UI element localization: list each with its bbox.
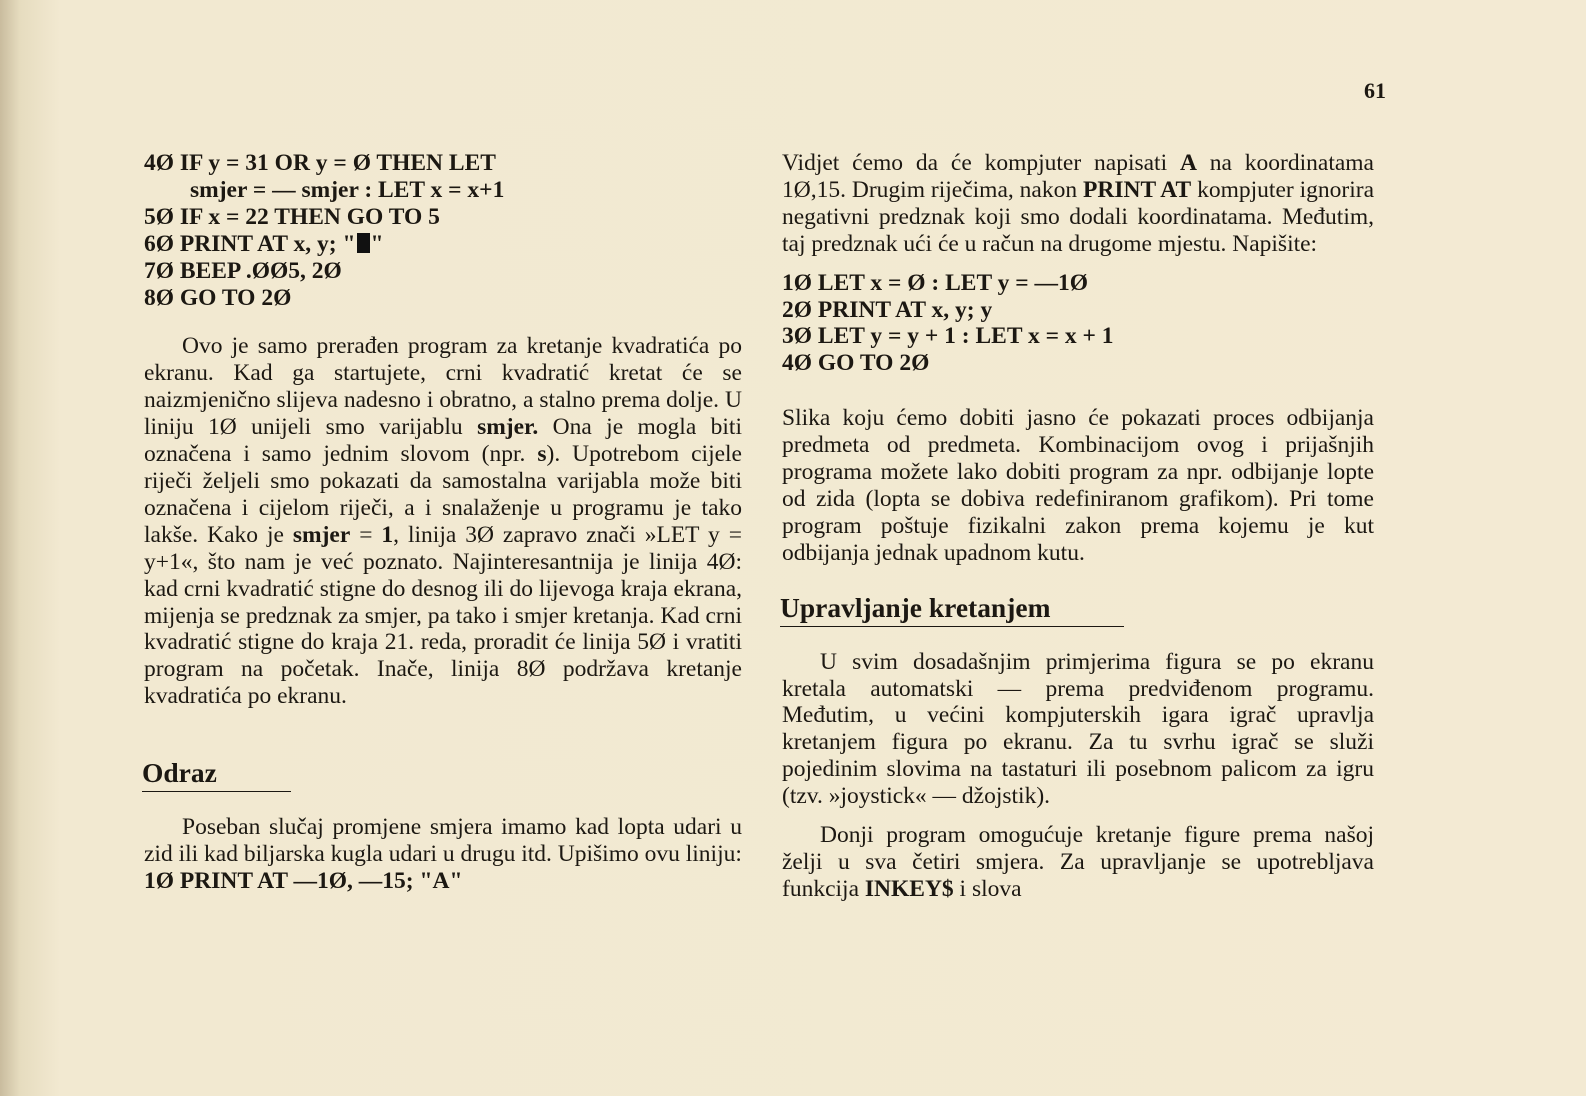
code-line: 7Ø BEEP .ØØ5, 2Ø [144, 257, 342, 284]
code-listing-3 [782, 270, 1374, 378]
code-line: 3Ø LET y = y + 1 : LET x = x + 1 [782, 323, 1114, 350]
page-number: 61 [1364, 78, 1386, 103]
section-heading: Upravljanje kretanjem [780, 595, 1124, 627]
paragraph: Vidjet ćemo da će kompjuter napisati A na koordinatama 1Ø,15. Drugim riječima, nakon PRINT AT kompjuter ignorira negativni predznak koji smo dodali koordinatama. Međutim, taj predznak ući će u račun na drugome mjestu. Napišite: [782, 150, 1374, 257]
left-column [144, 150, 742, 895]
black-square-glyph [357, 233, 370, 253]
code-line: 8Ø GO TO 2Ø [144, 284, 292, 311]
paragraph: Poseban slučaj promjene smjera imamo kad lopta udari u zid ili kad biljarska kugla udari u drugu itd. Upišimo ovu liniju: [144, 814, 742, 867]
code-line: 4Ø IF y = 31 OR y = Ø THEN LET [144, 150, 496, 176]
code-line: 6Ø PRINT AT x, y; " " [144, 230, 384, 257]
code-line: smjer = — smjer : LET x = x+1 [190, 176, 505, 203]
right-column [782, 150, 1374, 903]
paragraph: U svim dosadašnjim primjerima figura se po ekranu kretala automatski — prema predviđenom programu. Međutim, u većini kompjuterskih igara igrač upravlja kretanjem figura po ekranu. Za tu svrhu igrač se služi pojedinim slovima na tastaturi ili posebnom palicom za igru (tzv. »joystick« — džojstik). [782, 648, 1374, 810]
section-heading: Odraz [142, 760, 291, 792]
paragraph: Ovo je samo prerađen program za kretanje kvadratića po ekranu. Kad ga startujete, crni kvadratić kretat će se naizmjenično slijeva nadesno i obratno, a stalno prema dolje. U liniju 1Ø unijeli smo varijablu smjer. Ona je mogla biti označena i samo jednim slovom (npr. s). Upotrebom cijele riječi željeli smo pokazati da samostalna varijabla može biti označena i cijelom riječi, a i snalaženje u programu je tako lakše. Kako je smjer = 1, linija 3Ø zapravo znači »LET y = y+1«, što nam je već poznato. Najinteresantnija je linija 4Ø: kad crni kvadratić stigne do desnog ili do lijevoga kraja ekrana, mijenja se predznak za smjer, pa tako i smjer kretanja. Kad crni kvadratić stigne do kraja 21. reda, proradit će linija 5Ø i vratiti program na početak. Inače, linija 8Ø podržava kretanje kvadratića po ekranu. [144, 333, 742, 710]
code-line: 2Ø PRINT AT x, y; y [782, 296, 993, 323]
code-listing-1 [144, 150, 742, 311]
paragraph: Donji program omogućuje kretanje figure prema našoj želji u sva četiri smjera. Za upravljanje se upotrebljava funkcija INKEY$ i slova [782, 822, 1374, 902]
code-line: 1Ø PRINT AT —1Ø, —15; "A" [144, 867, 463, 894]
code-line: 5Ø IF x = 22 THEN GO TO 5 [144, 203, 440, 230]
paragraph: Slika koju ćemo dobiti jasno će pokazati proces odbijanja predmeta od predmeta. Kombinacijom ovog i prijašnjih programa možete lako dobiti program za npr. odbijanje lopte od zida (lopta se dobiva redefiniranom grafikom). Pri tome program poštuje fizikalni zakon prema kojemu je kut odbijanja jednak upadnom kutu. [782, 405, 1374, 566]
code-line: 1Ø LET x = Ø : LET y = —1Ø [782, 269, 1089, 296]
code-listing-2 [144, 868, 742, 895]
code-line: 4Ø GO TO 2Ø [782, 350, 930, 377]
